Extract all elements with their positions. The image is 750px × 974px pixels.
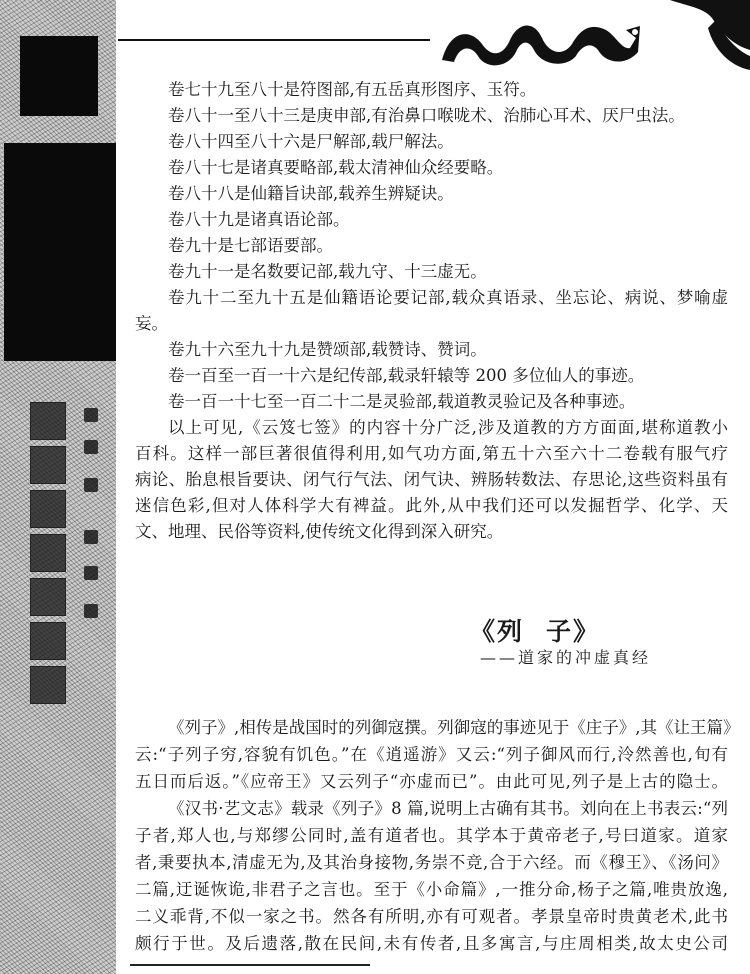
text-line: 卷八十八是仙籍旨诀部,载养生辨疑诀。: [168, 184, 454, 203]
text-line: 卷九十是七部语要部。: [168, 236, 333, 255]
chapter-title-left: 《列: [470, 617, 525, 646]
sidebar-subtitle-glyph: [84, 566, 98, 580]
text-line: 五日而后返。”《应帝王》又云列子“亦虚而已”。由此可见,列子是上古的隐士。: [135, 772, 728, 791]
sidebar-title-glyph-box: [30, 446, 66, 484]
text-line: 卷一百至一百一十六是纪传部,载录轩辕等 200 多位仙人的事迹。: [168, 366, 645, 385]
text-line: 卷九十一是名数要记部,载九守、十三虚无。: [168, 262, 487, 281]
text-line: 妄。: [135, 314, 168, 333]
text-line: 者,秉要执本,清虚无为,及其治身接物,务崇不竞,合于六经。而《穆王》、《汤问》: [135, 853, 728, 872]
body-text-section-1: [135, 77, 728, 545]
sidebar-subtitle-glyph: [84, 604, 98, 618]
text-line: 《汉书·艺文志》载录《列子》8 篇,说明上古确有其书。刘向在上书表云:“列: [168, 799, 728, 818]
sidebar-subtitle-glyph: [84, 530, 98, 544]
text-line: 以上可见,《云笈七签》的内容十分广泛,涉及道教的方方面面,堪称道教小: [168, 418, 728, 437]
chapter-subtitle: ——道家的冲虚真经: [480, 648, 652, 667]
sidebar-black-panel: [4, 143, 116, 361]
text-line: 二篇,迂诞恢诡,非君子之言也。至于《小命篇》,一推分命,杨子之篇,唯贵放逸,: [135, 880, 728, 899]
sidebar-subtitle-glyph: [84, 478, 98, 492]
body-text-section-2: [135, 714, 740, 957]
sidebar-subtitle-glyph: [84, 440, 98, 454]
text-line: 卷七十九至八十是符图部,有五岳真形图序、玉符。: [168, 80, 537, 99]
text-line: 文、地理、民俗等资料,使传统文化得到深入研究。: [135, 522, 504, 541]
sidebar-black-block: [20, 36, 98, 116]
text-line: 子者,郑人也,与郑缪公同时,盖有道者也。其学本于黄帝老子,号曰道家。道家: [135, 826, 728, 845]
text-line: 二义乖背,不似一家之书。然各有所明,亦有可观者。孝景皇帝时贵黄老术,此书: [135, 907, 728, 926]
text-line: 迷信色彩,但对人体科学大有裨益。此外,从中我们还可以发掘哲学、化学、天: [135, 496, 728, 515]
text-line: 卷八十四至八十六是尸解部,载尸解法。: [168, 132, 454, 151]
sidebar-title-glyph-box: [30, 490, 66, 528]
decorative-sidebar: [0, 0, 116, 974]
sidebar-title-glyph-box: [30, 622, 66, 660]
text-line: 卷八十一至八十三是庚申部,有治鼻口喉咙术、治肺心耳术、厌尸虫法。: [168, 106, 685, 125]
chapter-title: [470, 612, 600, 648]
text-line: 卷九十六至九十九是赞颂部,载赞诗、赞词。: [168, 340, 487, 359]
text-line: 卷一百一十七至一百二十二是灵验部,载道教灵验记及各种事迹。: [168, 392, 636, 411]
footer-rule: [130, 964, 370, 966]
text-line: 云:“子列子穷,容貌有饥色。”在《逍遥游》又云:“列子御风而行,泠然善也,旬有: [135, 745, 728, 764]
text-line: 卷八十七是诸真要略部,载太清神仙众经要略。: [168, 158, 504, 177]
text-line: 百科。这样一部巨著很值得利用,如气功方面,第五十六至六十二卷载有服气疗: [135, 444, 728, 463]
chapter-title-right: 子》: [546, 617, 601, 646]
text-line: 病论、胎息根旨要诀、闭气行气法、闭气诀、辨肠转数法、存思论,这些资料虽有: [135, 470, 728, 489]
sidebar-title-glyph-box: [30, 402, 66, 440]
header-rule: [118, 39, 430, 41]
sidebar-subtitle-glyph: [84, 408, 98, 422]
sidebar-title-glyph-box: [30, 578, 66, 616]
sidebar-title-glyph-box: [30, 534, 66, 572]
text-line: 《列子》,相传是战国时的列御寇撰。列御寇的事迹见于《庄子》,其《让王篇》: [168, 718, 740, 737]
text-line: 卷九十二至九十五是仙籍语论要记部,载众真语录、坐忘论、病说、梦喻虚: [168, 288, 728, 307]
sidebar-title-glyph-box: [30, 666, 66, 704]
dragon-ornament-icon: [430, 0, 750, 72]
text-line: 卷八十九是诸真语论部。: [168, 210, 350, 229]
text-line: 颇行于世。及后遗落,散在民间,未有传者,且多寓言,与庄周相类,故太史公司: [135, 934, 728, 953]
